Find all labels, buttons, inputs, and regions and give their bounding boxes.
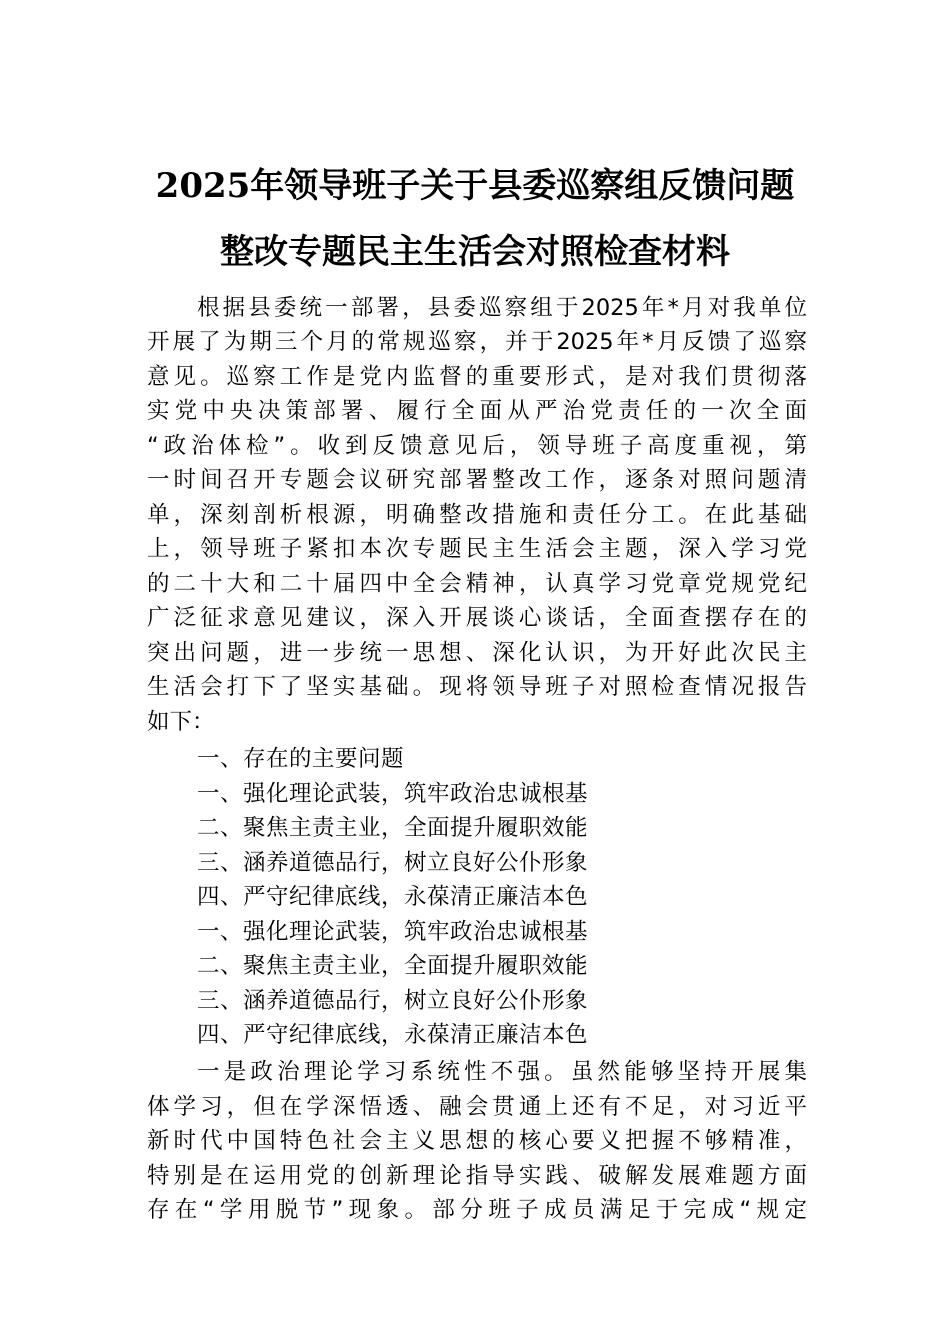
subheading-item: 一、强化理论武装，筑牢政治忠诚根基 bbox=[197, 919, 589, 945]
subheading-item: 三、涵养道德品行，树立良好公仆形象 bbox=[197, 988, 589, 1014]
subheading-item: 二、聚焦主责主业，全面提升履职效能 bbox=[197, 815, 589, 841]
paragraph-line: 单，深刻剖析根源，明确整改措施和责任分工。在此基础 bbox=[147, 502, 807, 528]
document-title-line-2: 整改专题民主生活会对照检查材料 bbox=[220, 232, 730, 272]
paragraph-line: 特别是在运用党的创新理论指导实践、破解发展难题方面 bbox=[147, 1163, 807, 1189]
paragraph-line: 的二十大和二十届四中全会精神，认真学习党章党规党纪 bbox=[147, 571, 807, 597]
paragraph-line: 意见。巡察工作是党内监督的重要形式，是对我们贯彻落 bbox=[147, 364, 807, 390]
subheading-item: 三、涵养道德品行，树立良好公仆形象 bbox=[197, 850, 589, 876]
subheading-item: 四、严守纪律底线，永葆清正廉洁本色 bbox=[197, 884, 589, 910]
subheading-item: 四、严守纪律底线，永葆清正廉洁本色 bbox=[197, 1022, 589, 1048]
paragraph-line: 根据县委统一部署，县委巡察组于2025年*月对我单位 bbox=[197, 295, 807, 321]
paragraph-line: 如下： bbox=[147, 709, 215, 735]
subheading-item: 二、聚焦主责主业，全面提升履职效能 bbox=[197, 953, 589, 979]
paragraph-line: 生活会打下了坚实基础。现将领导班子对照检查情况报告 bbox=[147, 674, 807, 700]
paragraph-line: “政治体检”。收到反馈意见后，领导班子高度重视，第 bbox=[147, 433, 807, 459]
paragraph-line: 突出问题，进一步统一思想、深化认识，为开好此次民主 bbox=[147, 640, 807, 666]
section-heading: 一、存在的主要问题 bbox=[197, 746, 405, 772]
paragraph-line: 一时间召开专题会议研究部署整改工作，逐条对照问题清 bbox=[147, 467, 807, 493]
paragraph-line: 开展了为期三个月的常规巡察，并于2025年*月反馈了巡察 bbox=[147, 329, 807, 355]
paragraph-line: 体学习，但在学深悟透、融会贯通上还有不足，对习近平 bbox=[147, 1094, 807, 1120]
paragraph-line: 上，领导班子紧扣本次专题民主生活会主题，深入学习党 bbox=[147, 536, 807, 562]
paragraph-line: 一是政治理论学习系统性不强。虽然能够坚持开展集 bbox=[197, 1059, 807, 1085]
paragraph-line: 新时代中国特色社会主义思想的核心要义把握不够精准， bbox=[147, 1128, 807, 1154]
paragraph-line: 存在“学用脱节”现象。部分班子成员满足于完成“规定 bbox=[147, 1197, 807, 1223]
paragraph-line: 实党中央决策部署、履行全面从严治党责任的一次全面 bbox=[147, 398, 807, 424]
document-title-line-1: 2025年领导班子关于县委巡察组反馈问题 bbox=[155, 166, 795, 206]
paragraph-line: 广泛征求意见建议，深入开展谈心谈话，全面查摆存在的 bbox=[147, 605, 807, 631]
subheading-item: 一、强化理论武装，筑牢政治忠诚根基 bbox=[197, 781, 589, 807]
